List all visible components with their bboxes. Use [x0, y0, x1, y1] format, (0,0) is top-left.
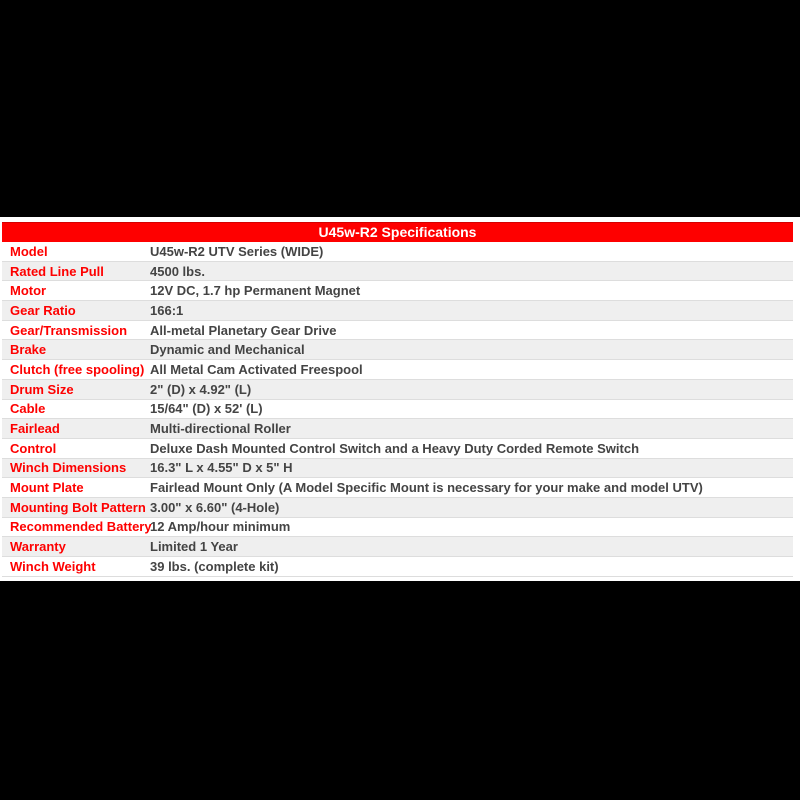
spec-label: Model: [10, 243, 48, 259]
spec-value: Multi-directional Roller: [150, 421, 291, 437]
table-row: [2, 340, 793, 360]
table-row: [2, 537, 793, 557]
table-row: [2, 518, 793, 538]
spec-value: 39 lbs. (complete kit): [150, 558, 279, 574]
table-row: [2, 419, 793, 439]
table-row: [2, 262, 793, 282]
spec-value: 4500 lbs.: [150, 263, 205, 279]
table-row: [2, 478, 793, 498]
table-row: [2, 242, 793, 262]
spec-label: Fairlead: [10, 421, 60, 437]
table-row: [2, 498, 793, 518]
table-row: [2, 281, 793, 301]
spec-value: Dynamic and Mechanical: [150, 342, 305, 358]
spec-label: Control: [10, 440, 57, 456]
spec-value: 2" (D) x 4.92" (L): [150, 381, 252, 397]
spec-label: Gear/Transmission: [10, 322, 128, 338]
spec-label: Mount Plate: [10, 480, 84, 496]
table-row: [2, 380, 793, 400]
spec-value: 3.00" x 6.60" (4-Hole): [150, 499, 280, 515]
spec-value: 12V DC, 1.7 hp Permanent Magnet: [150, 283, 361, 299]
spec-label: Recommended Battery: [10, 519, 152, 535]
table-row: [2, 360, 793, 380]
table-row: [2, 301, 793, 321]
spec-value: 15/64" (D) x 52' (L): [150, 401, 263, 417]
spec-value: Limited 1 Year: [150, 539, 238, 555]
spec-label: Winch Dimensions: [10, 460, 127, 476]
spec-value: All Metal Cam Activated Freespool: [150, 361, 363, 377]
table-row: [2, 459, 793, 479]
spec-value: U45w-R2 UTV Series (WIDE): [150, 243, 324, 259]
spec-value: Deluxe Dash Mounted Control Switch and a Heavy Duty Corded Remote Switch: [150, 440, 640, 456]
content-area: [0, 217, 800, 581]
spec-label: Winch Weight: [10, 558, 96, 574]
specifications-table: [2, 222, 793, 577]
table-row: [2, 557, 793, 577]
spec-value: 16.3" L x 4.55" D x 5" H: [150, 460, 293, 476]
table-row: [2, 400, 793, 420]
table-title: U45w-R2 Specifications: [2, 222, 793, 242]
table-row: [2, 321, 793, 341]
spec-value: 12 Amp/hour minimum: [150, 519, 291, 535]
spec-label: Cable: [10, 401, 46, 417]
spec-label: Motor: [10, 283, 47, 299]
spec-label: Rated Line Pull: [10, 263, 104, 279]
spec-label: Brake: [10, 342, 47, 358]
spec-label: Mounting Bolt Pattern: [10, 499, 146, 515]
spec-value: All-metal Planetary Gear Drive: [150, 322, 337, 338]
table-row: [2, 439, 793, 459]
spec-value: 166:1: [150, 302, 184, 318]
spec-label: Gear Ratio: [10, 302, 76, 318]
spec-value: Fairlead Mount Only (A Model Specific Mount is necessary for your make and model UTV): [150, 480, 703, 496]
spec-label: Clutch (free spooling): [10, 361, 145, 377]
spec-label: Drum Size: [10, 381, 74, 397]
spec-label: Warranty: [10, 539, 66, 555]
